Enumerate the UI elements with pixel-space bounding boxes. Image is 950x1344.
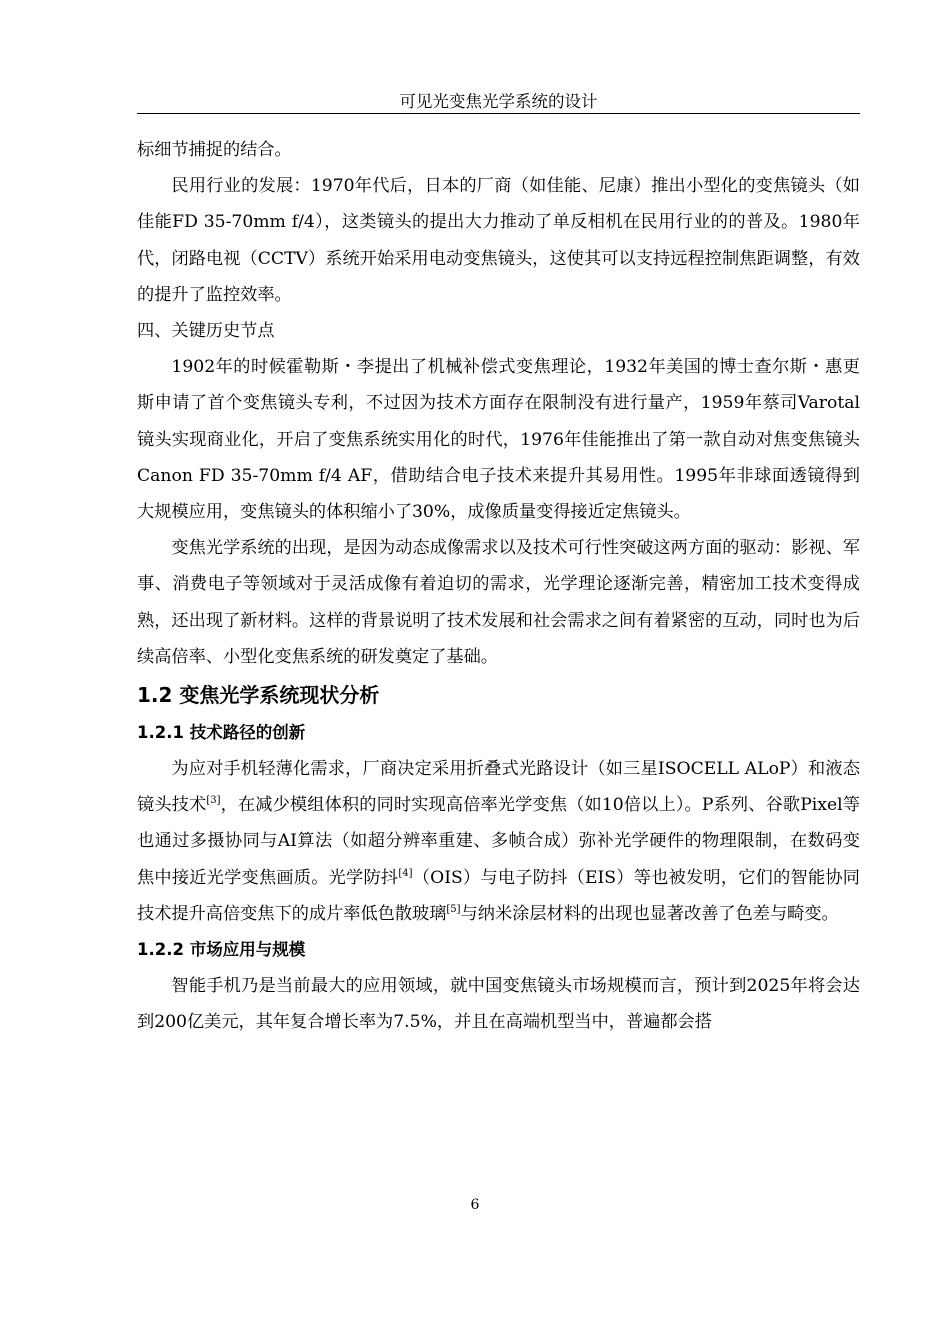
subsection-heading-key-milestones: 四、关键历史节点 (137, 321, 275, 342)
citation-5: [5] (446, 903, 461, 915)
paragraph-continuation: 标细节捕捉的结合。 (137, 140, 292, 160)
paragraph-technical-innovation (137, 751, 860, 932)
text-segment: ，在减少模组体积的同时实现高倍率光学变焦（如10倍以上）。P系列、谷歌Pixel等也通过多摄协同与AI算法（如超分辨率重建、多帧合成）弥补光学硬件的物理限制，在数码变焦中接近光学变焦画质。光学防抖 (137, 795, 860, 888)
section-heading-1-2-1: 1.2.1 技术路径的创新 (137, 723, 306, 743)
citation-3: [3] (206, 795, 221, 807)
paragraph-civil-development: 民用行业的发展：1970年代后，日本的厂商（如佳能、尼康）推出小型化的变焦镜头（如佳能FD 35-70mm f/4），这类镜头的提出大力推动了单反相机在民用行业的的普及。1980年代，闭路电视（CCTV）系统开始采用电动变焦镜头，这使其可以支持远程控制焦距调整，有效的提升了监控效率。 (137, 176, 860, 305)
text-segment: 与纳米涂层材料的出现也显著改善了色差与畸变。 (460, 903, 839, 924)
section-heading-1-2-2: 1.2.2 市场应用与规模 (137, 940, 306, 960)
text-segment: 为应对手机轻薄化需求，厂商决定采用折叠式光路设计（如三星ISOCELL ALoP）和液态镜头技术 (137, 759, 860, 816)
running-header: 可见光变焦光学系统的设计 (399, 92, 598, 111)
paragraph-background-summary: 变焦光学系统的出现，是因为动态成像需求以及技术可行性突破这两方面的驱动：影视、军事、消费电子等领域对于灵活成像有着迫切的需求，光学理论逐渐完善，精密加工技术变得成熟，还出现了新材料。这样的背景说明了技术发展和社会需求之间有着紧密的互动，同时也为后续高倍率、小型化变焦系统的研发奠定了基础。 (137, 538, 860, 667)
citation-4: [4] (398, 867, 413, 879)
section-heading-1-2: 1.2 变焦光学系统现状分析 (137, 683, 380, 708)
text-segment: （OIS）与电子防抖（EIS）等也被发明，它们的智能协同技术提升高倍变焦下的成片率低色散玻璃 (137, 867, 860, 924)
header-divider (137, 113, 860, 114)
paragraph-market-scale: 智能手机乃是当前最大的应用领域，就中国变焦镜头市场规模而言，预计到2025年将会达到200亿美元，其年复合增长率为7.5%，并且在高端机型当中，普遍都会搭 (137, 976, 860, 1033)
paragraph-milestones: 1902年的时候霍勒斯・李提出了机械补偿式变焦理论，1932年美国的博士查尔斯・惠更斯申请了首个变焦镜头专利，不过因为技术方面存在限制没有进行量产，1959年蔡司Varotal镜头实现商业化，开启了变焦系统实用化的时代，1976年佳能推出了第一款自动对焦变焦镜头Canon FD 35-70mm f/4 AF，借助结合电子技术来提升其易用性。1995年非球面透镜得到大规模应用，变焦镜头的体积缩小了30%，成像质量变得接近定焦镜头。 (137, 357, 860, 523)
page-body (137, 132, 860, 1040)
page-number: 6 (470, 1197, 480, 1213)
